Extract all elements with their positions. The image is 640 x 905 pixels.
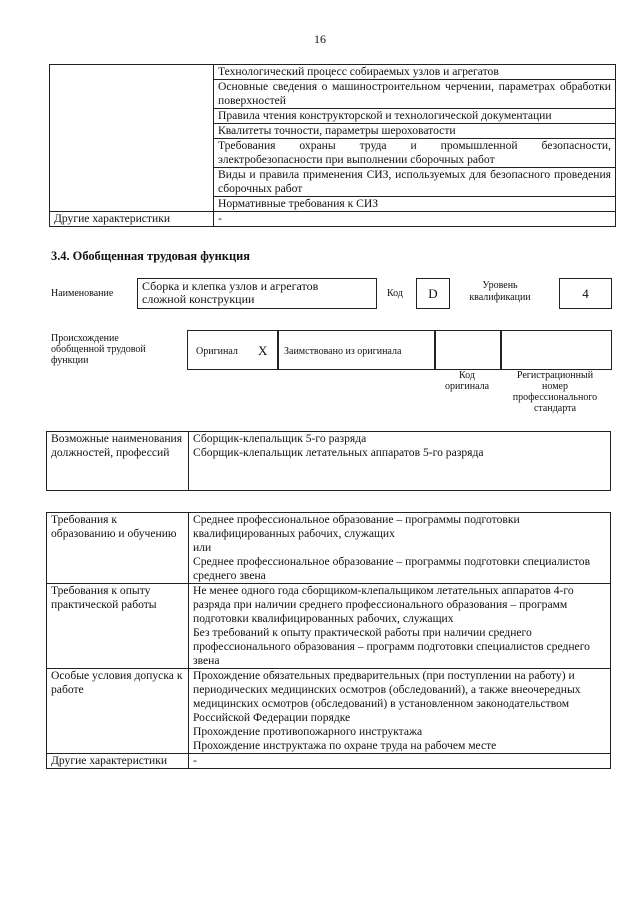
table-row [50, 212, 616, 227]
level-label-line: квалификации [469, 292, 531, 303]
borrowed-label: Заимствовано из оригинала [284, 346, 402, 357]
knowledge-item: Требования охраны труда и промышленной безопасности, электробезопасности при выполнении сборочных работ [214, 139, 616, 168]
table-row [47, 669, 611, 754]
knowledge-item: Квалитеты точности, параметры шероховатости [214, 124, 616, 139]
reg-caption-line: профессионального [512, 392, 598, 403]
position-name: Сборщик-клепальщик 5-го разряда [193, 432, 367, 445]
table-row [47, 584, 611, 669]
table-row [47, 432, 611, 491]
requirement-value [189, 754, 611, 769]
original-label: Оригинал [196, 346, 238, 357]
section-title: 3.4. Обобщенная трудовая функция [51, 249, 250, 263]
origin-label-line: обобщенной трудовой [51, 344, 146, 355]
code-value: D [416, 278, 450, 309]
requirement-value [189, 513, 611, 584]
position-name: Сборщик-клепальщик летательных аппаратов 5-го разряда [193, 446, 484, 459]
requirement-line: Среднее профессиональное образование – программы подготовки квалифицированных рабочих, служащих [193, 513, 520, 540]
other-characteristics-value: - [214, 212, 616, 227]
reg-caption-line: стандарта [533, 403, 577, 414]
borrowed-cell [277, 330, 436, 370]
requirement-line: Среднее профессиональное образование – программы подготовки специалистов среднего звена [193, 555, 591, 582]
table-row [50, 65, 616, 80]
name-value-line: Сборка и клепка узлов и агрегатов [142, 279, 319, 293]
code-caption-line: оригинала [444, 381, 490, 392]
knowledge-item: Основные сведения о машиностроительном черчении, параметрах обработки поверхностей [214, 80, 616, 109]
name-value-line: сложной конструкции [142, 292, 255, 306]
requirement-line: Прохождение противопожарного инструктажа [193, 725, 423, 738]
code-label: Код [387, 288, 403, 299]
knowledge-item: Технологический процесс собираемых узлов и агрегатов [214, 65, 616, 80]
knowledge-item: Нормативные требования к СИЗ [214, 197, 616, 212]
requirement-value [189, 669, 611, 754]
requirement-value [189, 584, 611, 669]
page-number: 16 [314, 32, 326, 46]
positions-table [46, 431, 611, 491]
knowledge-table [49, 64, 616, 227]
requirement-line: или [193, 541, 212, 554]
requirement-label: Требования к опыту практической работы [47, 584, 189, 669]
positions-values [189, 432, 611, 491]
requirement-label: Особые условия допуска к работе [47, 669, 189, 754]
other-characteristics-label: Другие характеристики [50, 212, 214, 227]
knowledge-item: Виды и правила применения СИЗ, используемых для безопасного проведения сборочных работ [214, 168, 616, 197]
positions-label: Возможные наименования должностей, профессий [47, 432, 189, 491]
code-caption-line: Код [459, 370, 475, 381]
requirement-label: Требования к образованию и обучению [47, 513, 189, 584]
table-row [47, 513, 611, 584]
origin-label-line: Происхождение [51, 333, 119, 344]
level-value: 4 [559, 278, 612, 309]
requirement-line: Прохождение инструктажа по охране труда на рабочем месте [193, 739, 497, 752]
empty-label-cell [50, 65, 214, 212]
requirement-line: Не менее одного года сборщиком-клепальщиком летательных аппаратов 4-го разряда при наличии среднего профессионального образования – программ подготовки квалифицированных рабочих, служащих [193, 584, 574, 625]
registration-number-cell [500, 330, 612, 370]
requirement-line: - [193, 754, 197, 767]
original-mark: X [258, 343, 268, 358]
original-code-cell [434, 330, 502, 370]
registration-caption [500, 370, 610, 414]
name-value-box [137, 278, 377, 309]
requirement-line: Без требований к опыту практической работы при наличии среднего профессионального образования – программ подготовки специалистов среднего звена [193, 626, 590, 667]
level-label-line: Уровень [482, 280, 518, 291]
origin-label [51, 333, 146, 366]
reg-caption-line: номер [542, 381, 568, 392]
level-label [458, 280, 542, 304]
code-caption [434, 370, 500, 392]
original-cell [187, 330, 279, 370]
knowledge-item: Правила чтения конструкторской и технологической документации [214, 109, 616, 124]
reg-caption-line: Регистрационный [516, 370, 594, 381]
table-row [47, 754, 611, 769]
requirements-table [46, 512, 611, 769]
requirement-label: Другие характеристики [47, 754, 189, 769]
origin-label-line: функции [51, 355, 89, 366]
name-label: Наименование [51, 288, 114, 299]
requirement-line: Прохождение обязательных предварительных (при поступлении на работу) и периодических медицинских осмотров (обследований), а также внеочередных медицинских осмотров (обследований) в установленном законодательством Российской Федерации порядке [193, 669, 581, 724]
